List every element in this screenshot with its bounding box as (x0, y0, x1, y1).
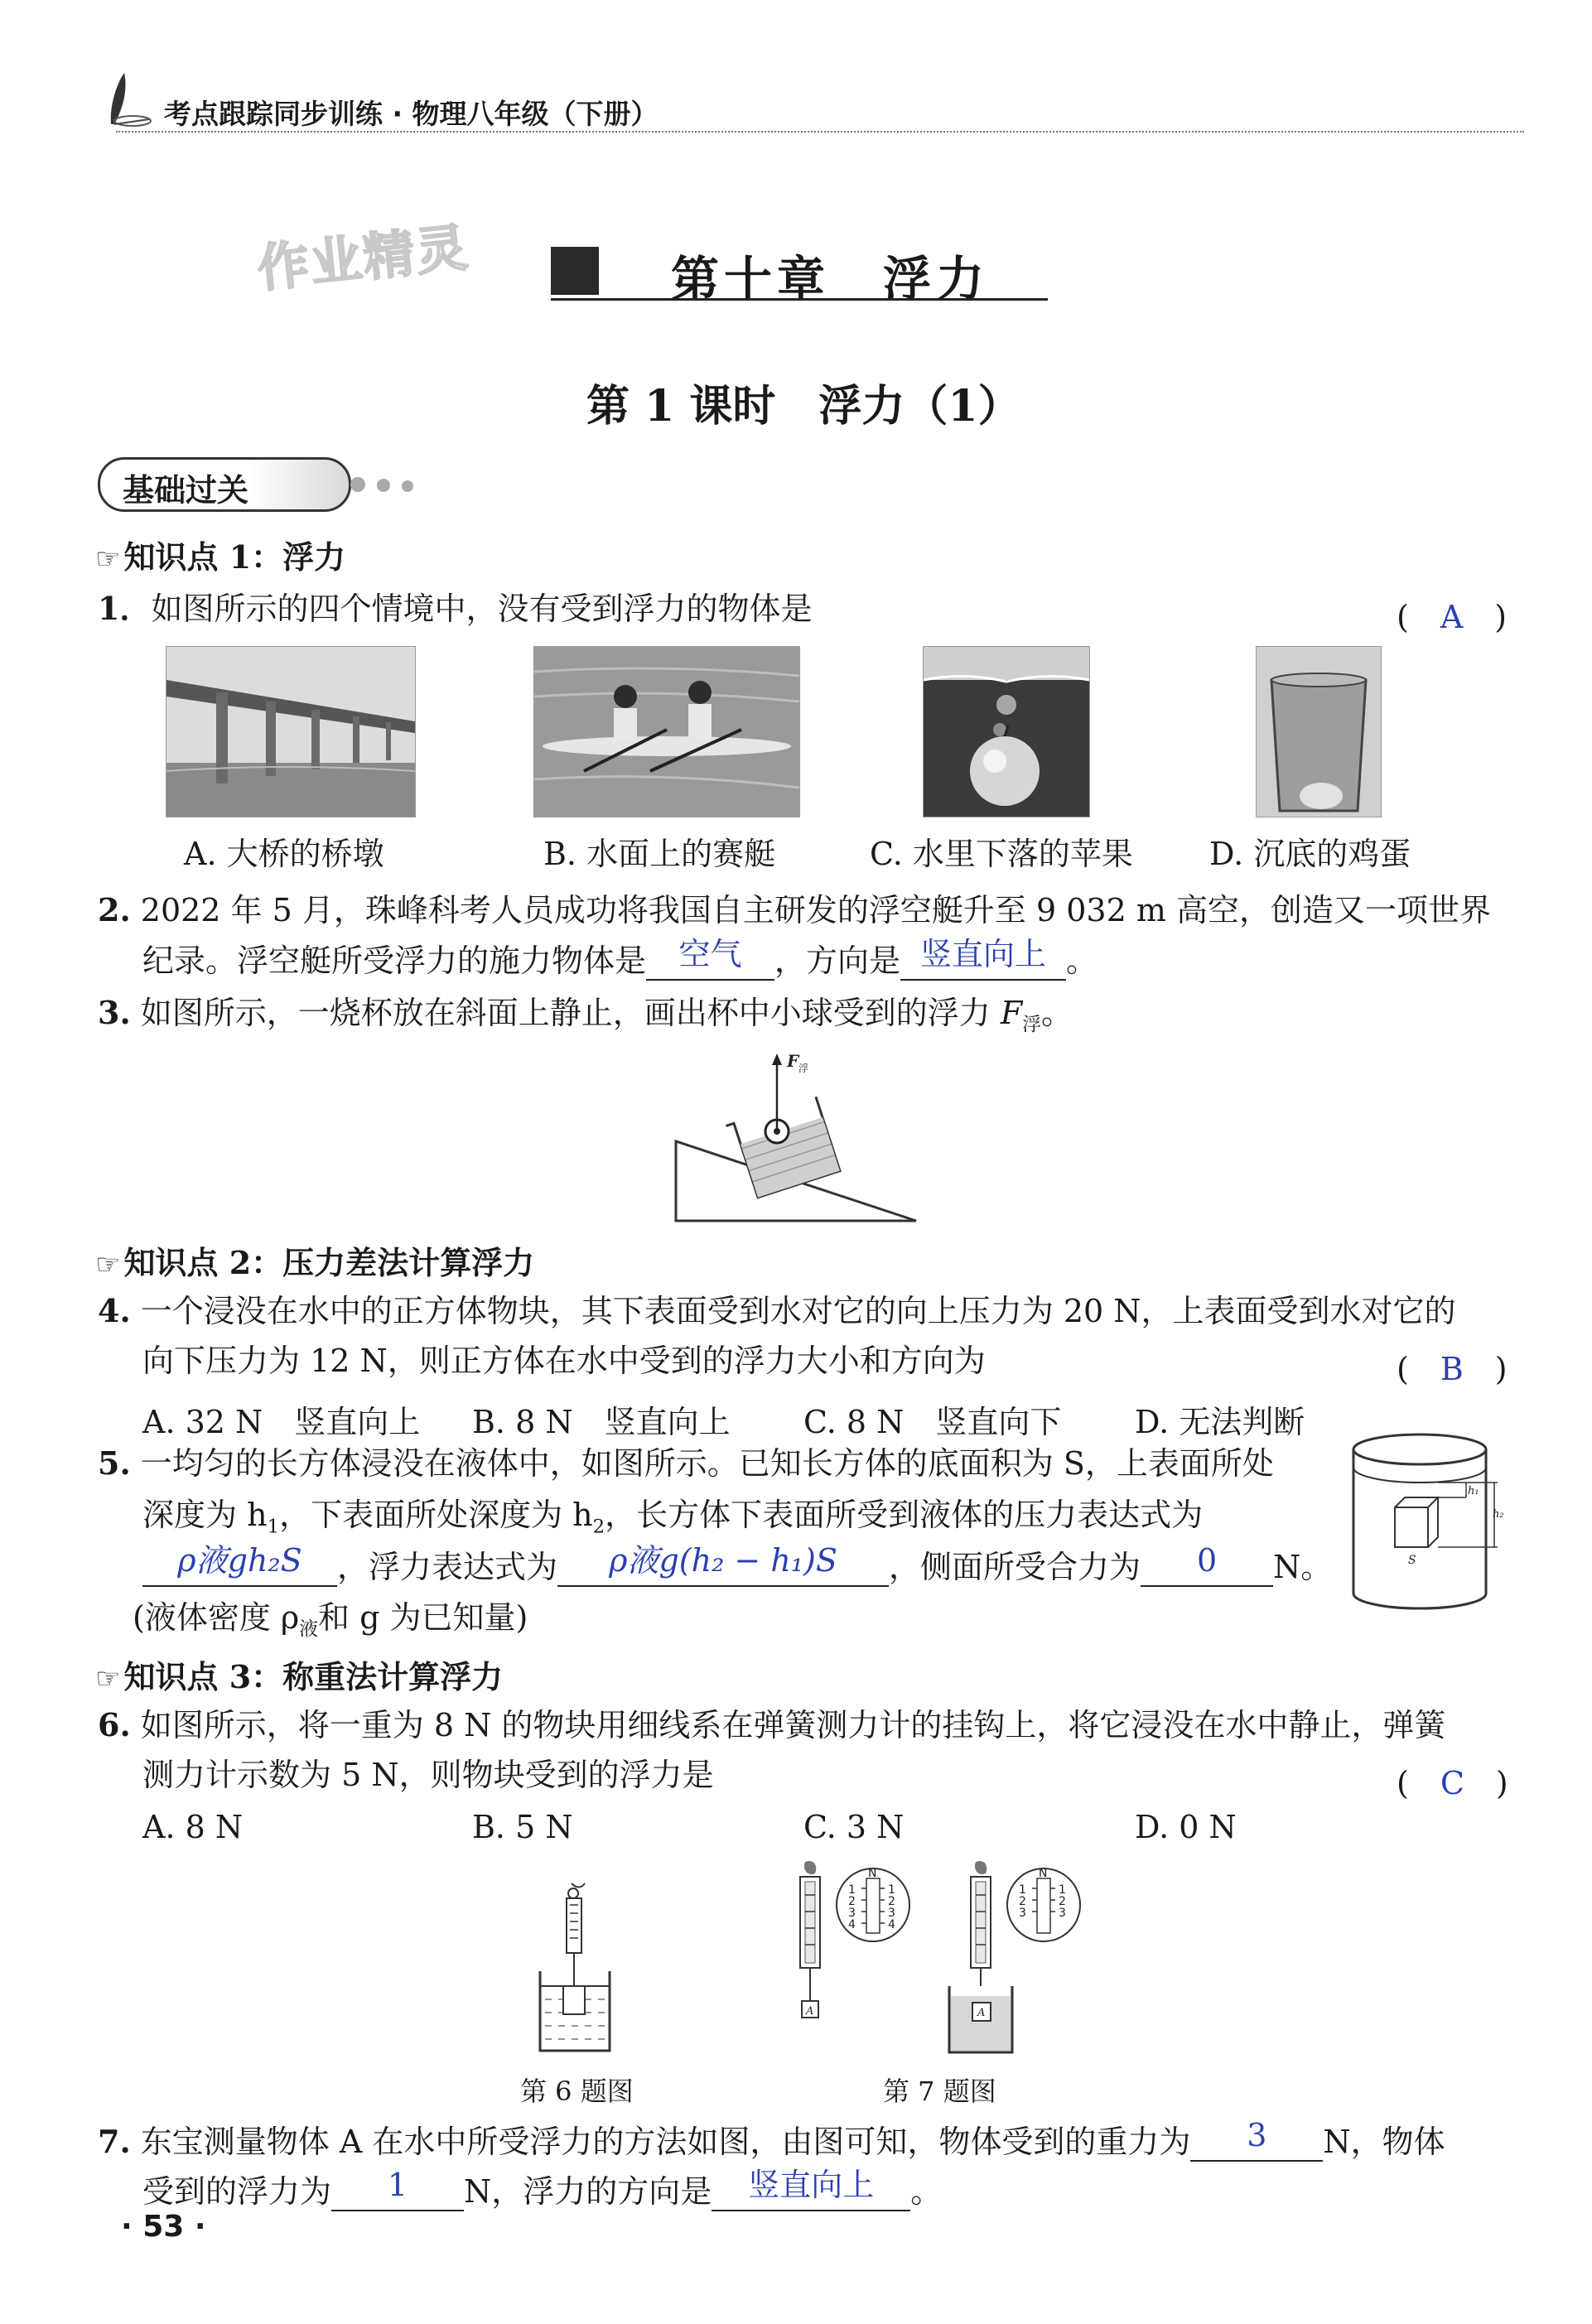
page-number: · 53 · (121, 2210, 206, 2244)
svg-text:1: 1 (888, 1883, 895, 1897)
svg-text:2: 2 (1059, 1895, 1066, 1908)
badge-label: 基础过关 (123, 472, 249, 509)
figure-5-cylinder (1342, 1431, 1508, 1613)
figure-6-caption: 第 6 题图 (520, 2076, 634, 2107)
question-2-line2: 纪录。浮空艇所受浮力的施力物体是 空气 ，方向是 竖直向上 。 (142, 936, 1098, 979)
question-5-line2: 深度为 $h_1$，下表面所处深度为 $h_2$，长方体下表面所受到液体的压力表达式为 (142, 1497, 1204, 1538)
svg-text:S: S (1408, 1554, 1416, 1567)
svg-text:浮: 浮 (798, 1063, 809, 1074)
answer-bracket-6: ( C ) (1397, 1765, 1508, 1801)
svg-text:A: A (977, 2007, 986, 2019)
svg-text:4: 4 (888, 1918, 895, 1931)
question-6: 6. 如图所示，将一重为 8 N 的物块用细线系在弹簧测力计的挂钩上，将它浸没在水中静止，弹簧 (98, 1706, 1446, 1743)
knowledge-point-3: ☞ 知识点 3：称重法计算浮力 (95, 1658, 504, 1695)
question-3: 3. 如图所示，一烧杯放在斜面上静止，画出杯中小球受到的浮力 $F_浮$。 (98, 994, 1073, 1036)
answer-blank: 竖直向上 (900, 944, 1066, 981)
answer-bracket-4: ( B ) (1397, 1351, 1508, 1387)
svg-text:3: 3 (848, 1907, 856, 1920)
question-6-line2: 测力计示数为 5 N，则物块受到的浮力是 (142, 1757, 714, 1793)
question-1 (98, 590, 813, 627)
figure-3-incline-beaker (671, 1044, 928, 1230)
header-title: 考点跟踪同步训练 · 物理八年级（下册） (164, 98, 659, 130)
question-2: 2. 2022 年 5 月，珠峰科考人员成功将我国自主研发的浮空艇升至 9 032 m 高空，创造又一项世界 (98, 891, 1491, 928)
svg-text:2: 2 (888, 1895, 895, 1908)
question-5-line4: (液体密度 $\rho_液$和 g 为已知量) (133, 1599, 528, 1641)
svg-text:h₂: h₂ (1493, 1508, 1504, 1521)
svg-text:2: 2 (1019, 1895, 1026, 1908)
answer-blank: 空气 (646, 944, 774, 981)
question-7: 7. 东宝测量物体 A 在水中所受浮力的方法如图，由图可知，物体受到的重力为 3 N，物体 (98, 2117, 1445, 2160)
pointing-hand-icon: ☞ (95, 542, 121, 576)
svg-text:2: 2 (848, 1895, 856, 1908)
answer-bracket-1: ( A ) (1397, 599, 1508, 635)
photo-bridge-pier (166, 646, 416, 817)
option-1b: B. 水面上的赛艇 (543, 836, 776, 872)
lesson-title: 第 1 课时 浮力（1） (586, 381, 1021, 432)
svg-text:1: 1 (1059, 1883, 1066, 1897)
answer-blank: 1 (331, 2175, 464, 2211)
knowledge-point-1: ☞ 知识点 1：浮力 (95, 538, 346, 576)
chapter-heading (551, 232, 1048, 306)
force-label: F (787, 1051, 799, 1071)
option-1a: A. 大桥的桥墩 (184, 836, 384, 872)
answer-blank: 3 (1190, 2125, 1323, 2162)
answer-blank: 竖直向上 (712, 2175, 910, 2211)
knowledge-point-2: ☞ 知识点 2：压力差法计算浮力 (95, 1244, 535, 1281)
svg-text:A: A (806, 2005, 814, 2018)
svg-text:1: 1 (1019, 1883, 1026, 1897)
option-1d: D. 沉底的鸡蛋 (1209, 836, 1411, 872)
photo-rowing-boat (533, 646, 800, 817)
answer-blank: ρ液g(h₂ − h₁)S (557, 1550, 889, 1587)
pointing-hand-icon: ☞ (95, 1248, 121, 1281)
question-5-line3: ρ液gh₂S ，浮力表达式为 ρ液g(h₂ − h₁)S ，侧面所受合力为 0 N。 (142, 1550, 1332, 1587)
photo-falling-apple (923, 646, 1090, 817)
figure-7-measurement (779, 1854, 1110, 2061)
chapter-title: 第十章 浮力 (671, 251, 990, 307)
answer-choice: B (1440, 1351, 1464, 1387)
header-divider (116, 131, 1524, 133)
watermark: 作业精灵 (254, 216, 472, 300)
option-6a: A. 8 N (142, 1809, 244, 1845)
svg-text:3: 3 (1059, 1907, 1066, 1920)
option-4a: A. 32 N 竖直向上 (142, 1404, 421, 1440)
answer-choice: A (1440, 599, 1464, 635)
feather-pen-icon (99, 66, 166, 133)
option-1c: C. 水里下落的苹果 (870, 836, 1133, 872)
pointing-hand-icon: ☞ (95, 1662, 121, 1695)
svg-text:3: 3 (888, 1907, 895, 1920)
option-6c: C. 3 N (803, 1809, 905, 1845)
svg-text:3: 3 (1019, 1907, 1026, 1920)
section-badge (98, 457, 446, 512)
figure-6-spring-scale-water (530, 1880, 621, 2058)
svg-text:N: N (868, 1867, 877, 1880)
svg-text:4: 4 (848, 1918, 856, 1931)
chapter-marker (551, 247, 599, 295)
answer-blank: ρ液gh₂S (142, 1550, 337, 1587)
badge-dots (350, 477, 413, 495)
answer-choice: C (1440, 1765, 1464, 1801)
svg-text:N: N (1039, 1867, 1048, 1880)
option-4d: D. 无法判断 (1135, 1404, 1305, 1440)
photo-sunken-egg (1256, 646, 1382, 817)
question-5: 5. 一均匀的长方体浸没在液体中，如图所示。已知长方体的底面积为 S，上表面所处 (98, 1444, 1274, 1482)
option-4c: C. 8 N 竖直向下 (803, 1404, 1062, 1440)
svg-text:1: 1 (848, 1883, 856, 1897)
svg-text:h₁: h₁ (1468, 1485, 1479, 1497)
question-4-line2: 向下压力为 12 N，则正方体在水中受到的浮力大小和方向为 (142, 1343, 986, 1379)
answer-blank: 0 (1141, 1550, 1273, 1587)
figure-7-caption: 第 7 题图 (883, 2076, 996, 2107)
chapter-underline (551, 298, 1048, 301)
question-4: 4. 一个浸没在水中的正方体物块，其下表面受到水对它的向上压力为 20 N，上表面受到水对它的 (98, 1292, 1456, 1329)
header (99, 66, 1508, 141)
question-text: 如图所示的四个情境中，没有受到浮力的物体是 (151, 591, 813, 627)
option-4b: B. 8 N 竖直向上 (472, 1404, 731, 1440)
option-6d: D. 0 N (1135, 1809, 1237, 1845)
option-6b: B. 5 N (472, 1809, 573, 1845)
question-7-line2: 受到的浮力为 1 N，浮力的方向是 竖直向上 。 (142, 2167, 943, 2210)
question-number: 1． (98, 590, 152, 627)
